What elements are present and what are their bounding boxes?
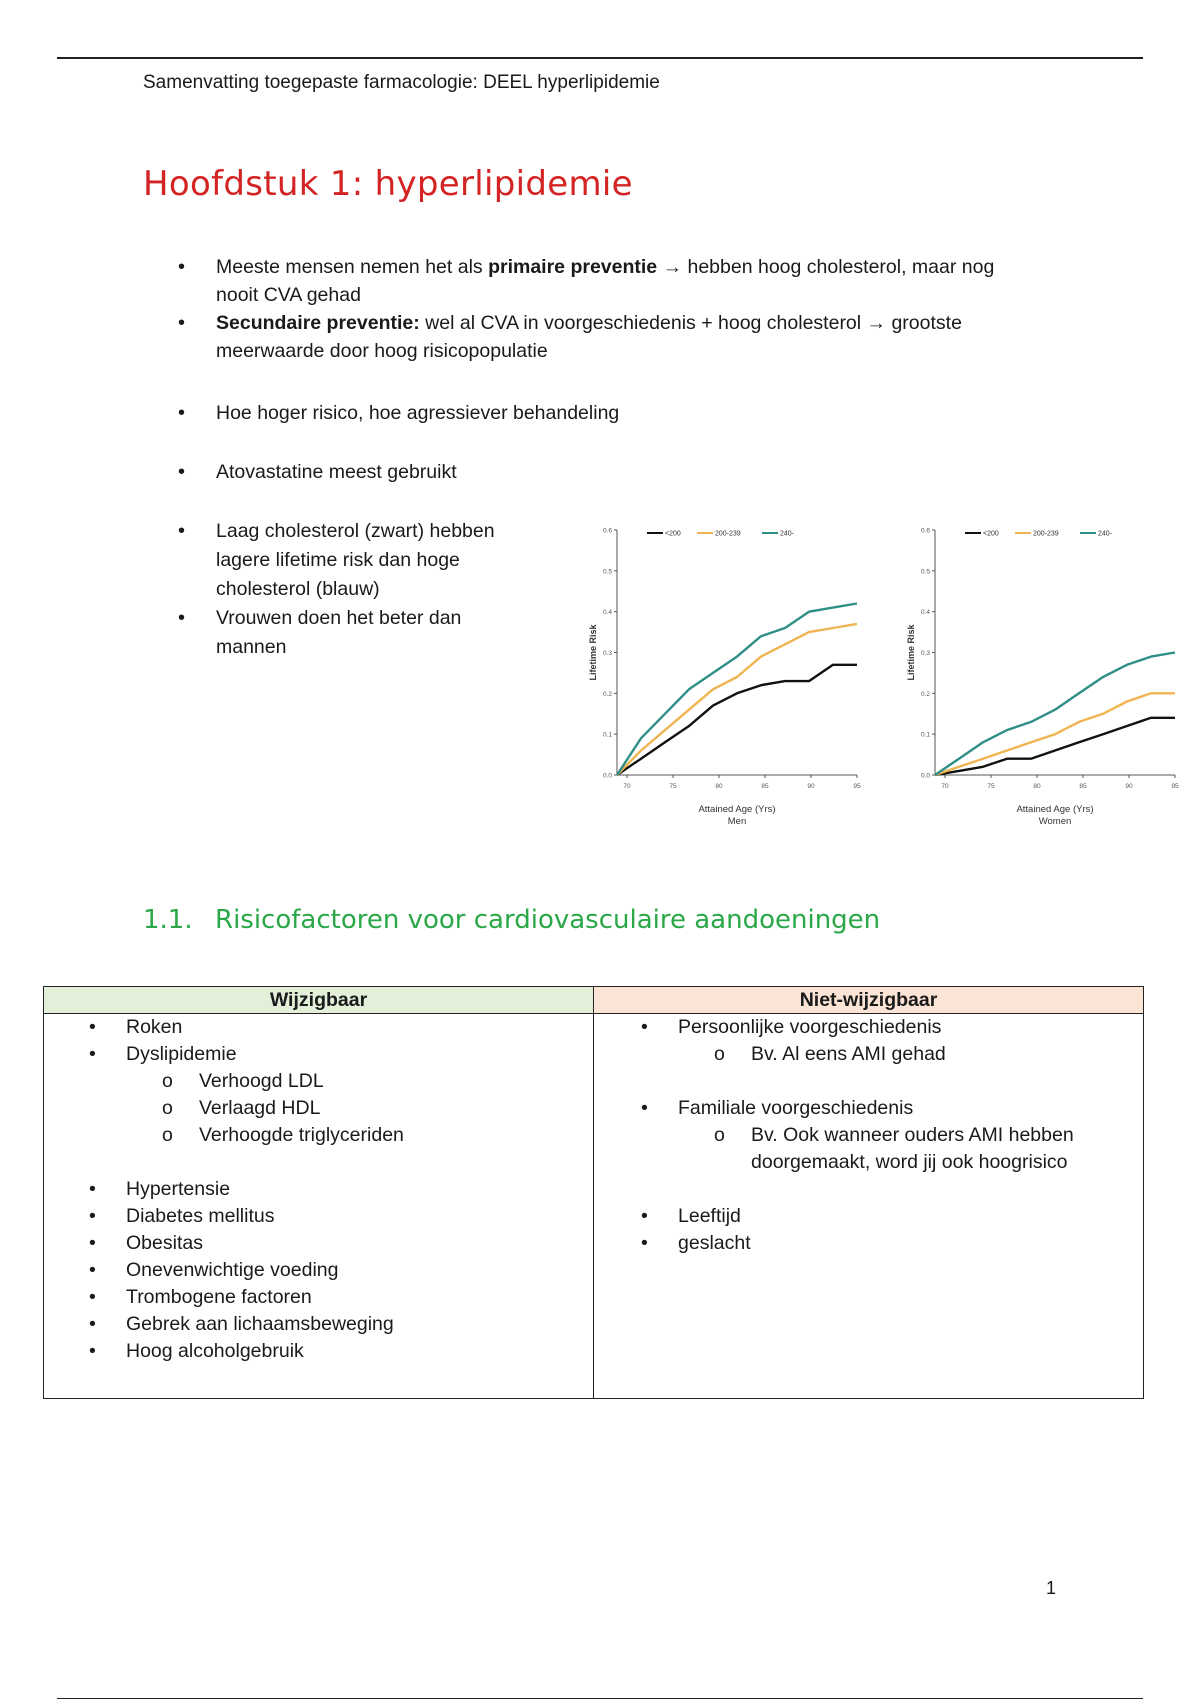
legend-label: <200 bbox=[665, 530, 681, 538]
section-title: Risicofactoren voor cardiovasculaire aandoeningen bbox=[215, 905, 881, 935]
y-axis-label: Lifetime Risk bbox=[588, 624, 598, 681]
series-line bbox=[935, 653, 1175, 776]
cell-wijzigbaar bbox=[44, 1014, 594, 1399]
header-wijzigbaar: Wijzigbaar bbox=[44, 987, 594, 1014]
list-item: • Dyslipidemie bbox=[44, 1041, 593, 1068]
legend-label: 200-239 bbox=[715, 530, 741, 538]
bullet-secundaire-preventie: • Secundaire preventie: wel al CVA in voorgeschiedenis + hoog cholesterol → grootste meerwaarde door hoog risicopopulatie bbox=[175, 309, 1035, 365]
wijzigbaar-list bbox=[44, 1014, 593, 1365]
y-tick-label: 0.1 bbox=[602, 731, 612, 739]
y-tick-label: 0.5 bbox=[920, 568, 930, 576]
list-item: • Obesitas bbox=[44, 1230, 593, 1257]
x-tick-label: 80 bbox=[1033, 783, 1041, 790]
page-number: 1 bbox=[1046, 1578, 1057, 1598]
list-item: • Diabetes mellitus bbox=[44, 1203, 593, 1230]
legend-label: 240- bbox=[780, 530, 795, 538]
list-item: • Persoonlijke voorgeschiedenis bbox=[594, 1014, 1143, 1041]
sub-list-item: o Verlaagd HDL bbox=[44, 1095, 593, 1122]
y-tick-label: 0.2 bbox=[602, 690, 612, 698]
list-item: • Hoog alcoholgebruik bbox=[44, 1338, 593, 1365]
bullet-atovastatine: • Atovastatine meest gebruikt bbox=[175, 458, 1035, 486]
list-item: • Hypertensie bbox=[44, 1176, 593, 1203]
y-tick-label: 0.4 bbox=[920, 609, 930, 617]
list-item: • Onevenwichtige voeding bbox=[44, 1257, 593, 1284]
intro-bullet-list bbox=[175, 253, 1035, 365]
x-tick-label: 75 bbox=[987, 783, 995, 790]
sub-list-item: o Bv. Ook wanneer ouders AMI hebben doorgemaakt, word jij ook hoogrisico bbox=[594, 1122, 1143, 1176]
sub-list-item: o Verhoogd LDL bbox=[44, 1068, 593, 1095]
section-number: 1.1. bbox=[143, 905, 193, 935]
y-tick-label: 0.0 bbox=[602, 772, 612, 780]
sub-list-item: o Bv. Al eens AMI gehad bbox=[594, 1041, 1143, 1068]
y-tick-label: 0.6 bbox=[602, 527, 612, 535]
chart-men bbox=[582, 520, 872, 840]
x-tick-label: 95 bbox=[853, 783, 861, 790]
document-header: Samenvatting toegepaste farmacologie: DEEL hyperlipidemie bbox=[143, 72, 660, 93]
y-tick-label: 0.1 bbox=[920, 731, 930, 739]
sub-list-item: o Verhoogde triglyceriden bbox=[44, 1122, 593, 1149]
chart-subtitle: Women bbox=[1038, 816, 1072, 827]
legend-label: 200-239 bbox=[1033, 530, 1059, 538]
series-line bbox=[617, 665, 857, 775]
list-item: • Familiale voorgeschiedenis bbox=[594, 1095, 1143, 1122]
x-tick-label: 90 bbox=[1125, 783, 1133, 790]
arrow-icon: → bbox=[662, 256, 683, 278]
niet-wijzigbaar-list bbox=[594, 1014, 1143, 1257]
list-item: • Trombogene factoren bbox=[44, 1284, 593, 1311]
x-tick-label: 85 bbox=[1079, 783, 1087, 790]
bullet-list-atovastatine bbox=[175, 458, 1035, 486]
series-line bbox=[617, 624, 857, 775]
x-tick-label: 90 bbox=[807, 783, 815, 790]
y-axis-label: Lifetime Risk bbox=[906, 624, 916, 681]
bullet-vrouwen: • Vrouwen doen het beter dan mannen bbox=[175, 604, 515, 662]
y-tick-label: 0.3 bbox=[602, 650, 612, 657]
chapter-title: Hoofdstuk 1: hyperlipidemie bbox=[143, 164, 633, 204]
chart-women bbox=[900, 520, 1190, 840]
footer-rule bbox=[57, 1698, 1143, 1699]
cell-niet-wijzigbaar bbox=[594, 1014, 1144, 1399]
header-niet-wijzigbaar: Niet-wijzigbaar bbox=[594, 987, 1144, 1014]
x-tick-label: 70 bbox=[623, 783, 631, 790]
x-tick-label: 80 bbox=[715, 783, 723, 790]
x-tick-label: 95 bbox=[1171, 783, 1179, 790]
x-tick-label: 70 bbox=[941, 783, 949, 790]
series-line bbox=[935, 718, 1175, 775]
legend-label: 240- bbox=[1098, 530, 1113, 538]
y-tick-label: 0.4 bbox=[602, 609, 612, 617]
y-tick-label: 0.2 bbox=[920, 690, 930, 698]
y-tick-label: 0.0 bbox=[920, 772, 930, 780]
list-item: • Gebrek aan lichaamsbeweging bbox=[44, 1311, 593, 1338]
risk-factor-table bbox=[43, 986, 1144, 1399]
chart-subtitle: Men bbox=[727, 816, 747, 827]
series-line bbox=[935, 693, 1175, 775]
list-item: • geslacht bbox=[594, 1230, 1143, 1257]
list-item: • Roken bbox=[44, 1014, 593, 1041]
bullet-list-risico bbox=[175, 399, 1035, 427]
section-heading bbox=[143, 905, 880, 935]
y-tick-label: 0.3 bbox=[920, 650, 930, 657]
bullet-primaire-preventie: • Meeste mensen nemen het als primaire preventie → hebben hoog cholesterol, maar nog nooit CVA gehad bbox=[175, 253, 1035, 309]
legend-label: <200 bbox=[983, 530, 999, 538]
bullet-risico: • Hoe hoger risico, hoe agressiever behandeling bbox=[175, 399, 1035, 427]
x-tick-label: 75 bbox=[669, 783, 677, 790]
header-rule bbox=[57, 57, 1143, 59]
x-tick-label: 85 bbox=[761, 783, 769, 790]
list-item: • Leeftijd bbox=[594, 1203, 1143, 1230]
arrow-icon: → bbox=[866, 312, 887, 334]
x-axis-label: Attained Age (Yrs) bbox=[698, 804, 776, 815]
chart-bullet-list bbox=[175, 517, 515, 662]
x-axis-label: Attained Age (Yrs) bbox=[1016, 804, 1094, 815]
bullet-laag-cholesterol: • Laag cholesterol (zwart) hebben lagere lifetime risk dan hoge cholesterol (blauw) bbox=[175, 517, 515, 604]
y-tick-label: 0.6 bbox=[920, 527, 930, 535]
y-tick-label: 0.5 bbox=[602, 568, 612, 576]
